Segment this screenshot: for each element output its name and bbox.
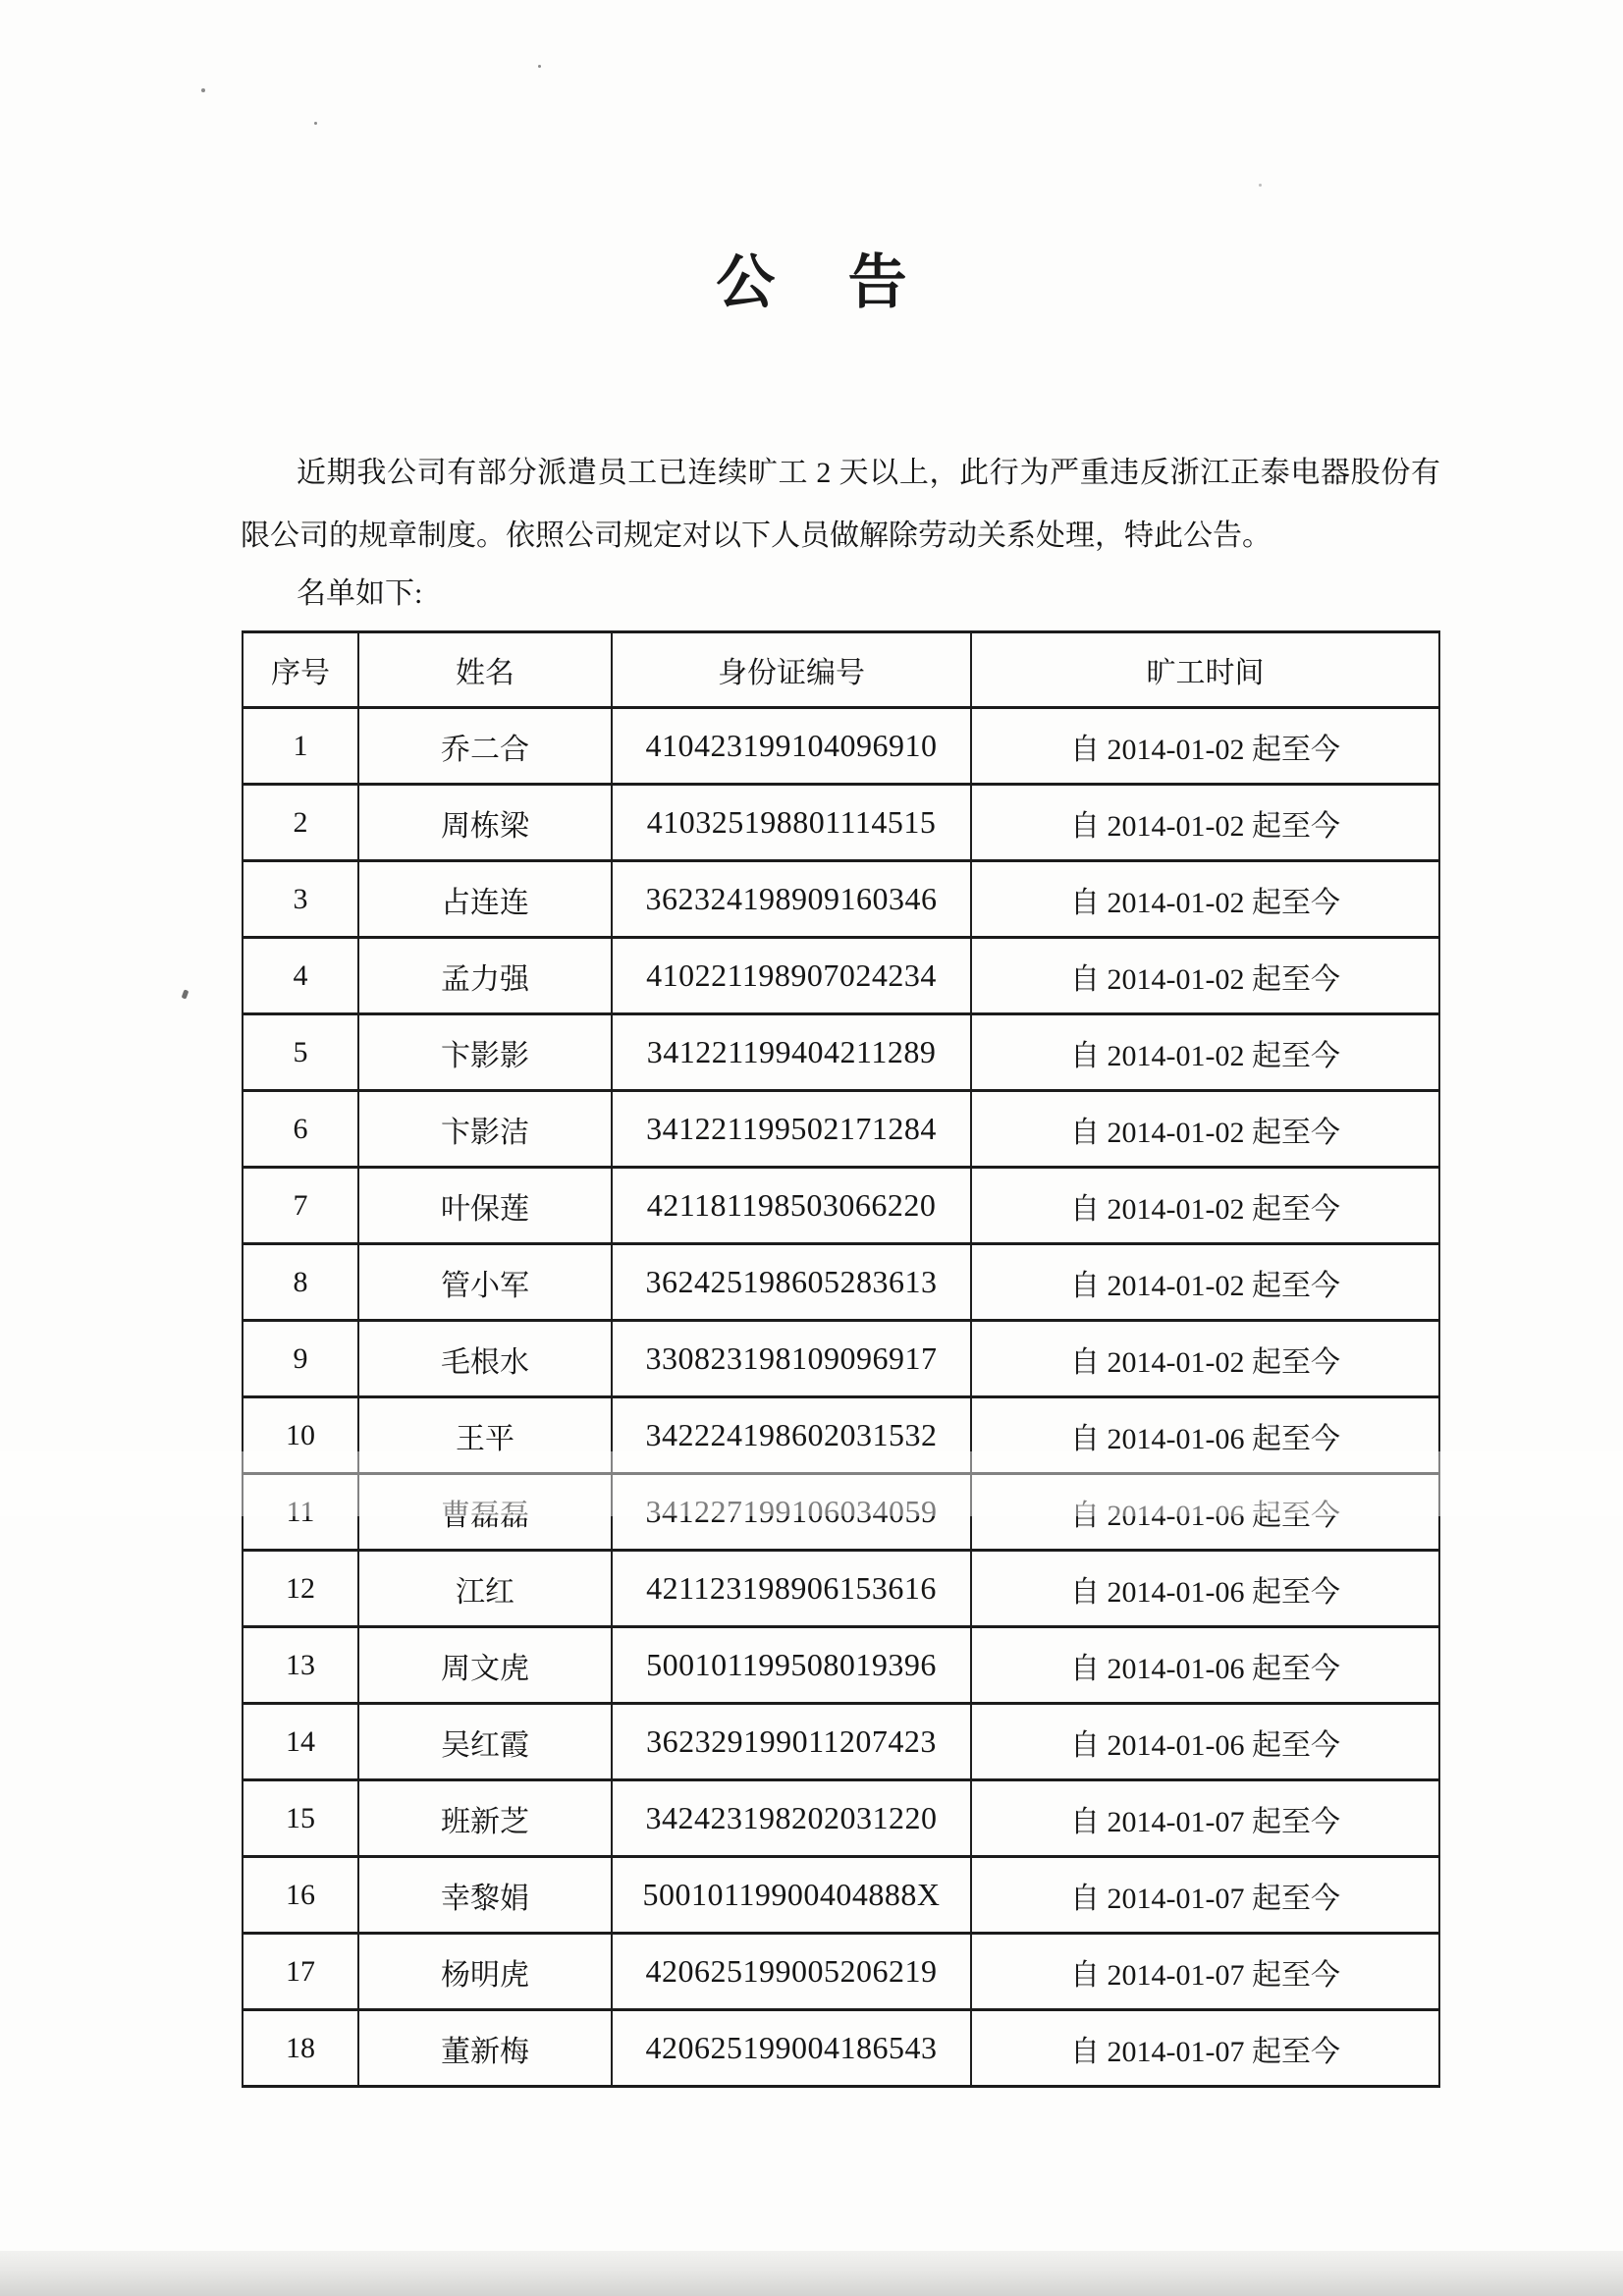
cell-absence-period: 自 2014-01-07 起至今 <box>971 1857 1439 1934</box>
cell-id-number: 410221198907024234 <box>612 938 971 1014</box>
cell-name: 江红 <box>358 1551 612 1627</box>
table-row <box>243 1780 1439 1857</box>
cell-absence-period: 自 2014-01-02 起至今 <box>971 1168 1439 1244</box>
cell-seq: 17 <box>243 1934 358 2010</box>
cell-absence-period: 自 2014-01-06 起至今 <box>971 1704 1439 1780</box>
cell-absence-period: 自 2014-01-02 起至今 <box>971 861 1439 938</box>
cell-name: 管小军 <box>358 1244 612 1321</box>
table-row <box>243 2010 1439 2087</box>
cell-id-number: 341221199404211289 <box>612 1014 971 1091</box>
cell-id-number: 421181198503066220 <box>612 1168 971 1244</box>
cell-id-number: 362324198909160346 <box>612 861 971 938</box>
cell-absence-period: 自 2014-01-06 起至今 <box>971 1474 1439 1551</box>
cell-id-number: 342423198202031220 <box>612 1780 971 1857</box>
cell-seq: 15 <box>243 1780 358 1857</box>
table-row <box>243 1474 1439 1551</box>
cell-absence-period: 自 2014-01-06 起至今 <box>971 1397 1439 1474</box>
cell-name: 卞影洁 <box>358 1091 612 1168</box>
cell-absence-period: 自 2014-01-02 起至今 <box>971 1244 1439 1321</box>
cell-id-number: 421123198906153616 <box>612 1551 971 1627</box>
cell-seq: 7 <box>243 1168 358 1244</box>
table-row <box>243 1168 1439 1244</box>
cell-id-number: 330823198109096917 <box>612 1321 971 1397</box>
cell-seq: 14 <box>243 1704 358 1780</box>
cell-id-number: 362329199011207423 <box>612 1704 971 1780</box>
header-seq: 序号 <box>243 632 358 708</box>
cell-name: 周栋梁 <box>358 785 612 861</box>
scan-speck <box>538 65 541 68</box>
cell-name: 占连连 <box>358 861 612 938</box>
cell-seq: 9 <box>243 1321 358 1397</box>
header-id-number: 身份证编号 <box>612 632 971 708</box>
header-absence: 旷工时间 <box>971 632 1439 708</box>
scan-speck <box>314 122 317 125</box>
cell-id-number: 420625199005206219 <box>612 1934 971 2010</box>
cell-absence-period: 自 2014-01-02 起至今 <box>971 785 1439 861</box>
cell-seq: 8 <box>243 1244 358 1321</box>
cell-absence-period: 自 2014-01-06 起至今 <box>971 1551 1439 1627</box>
table-row <box>243 1627 1439 1704</box>
table-row <box>243 1551 1439 1627</box>
table-header-row <box>243 632 1439 708</box>
table-row <box>243 1397 1439 1474</box>
cell-seq: 16 <box>243 1857 358 1934</box>
scan-speck <box>182 989 189 999</box>
table-row <box>243 1321 1439 1397</box>
cell-seq: 13 <box>243 1627 358 1704</box>
cell-id-number: 50010119900404888X <box>612 1857 971 1934</box>
cell-absence-period: 自 2014-01-02 起至今 <box>971 938 1439 1014</box>
cell-name: 幸黎娟 <box>358 1857 612 1934</box>
cell-seq: 5 <box>243 1014 358 1091</box>
cell-absence-period: 自 2014-01-02 起至今 <box>971 1091 1439 1168</box>
table-row <box>243 1091 1439 1168</box>
cell-absence-period: 自 2014-01-06 起至今 <box>971 1627 1439 1704</box>
table-row <box>243 1704 1439 1780</box>
cell-absence-period: 自 2014-01-02 起至今 <box>971 708 1439 785</box>
cell-seq: 6 <box>243 1091 358 1168</box>
cell-absence-period: 自 2014-01-02 起至今 <box>971 1014 1439 1091</box>
table-row <box>243 861 1439 938</box>
announcement-paragraph: 近期我公司有部分派遣员工已连续旷工 2 天以上，此行为严重违反浙江正泰电器股份有限公司的规章制度。依照公司规定对以下人员做解除劳动关系处理，特此公告。 <box>241 457 1440 552</box>
scan-speck <box>201 88 205 92</box>
cell-name: 周文虎 <box>358 1627 612 1704</box>
cell-id-number: 500101199508019396 <box>612 1627 971 1704</box>
cell-name: 班新芝 <box>358 1780 612 1857</box>
cell-seq: 11 <box>243 1474 358 1551</box>
cell-name: 杨明虎 <box>358 1934 612 2010</box>
dismissal-table <box>242 630 1440 2088</box>
cell-absence-period: 自 2014-01-02 起至今 <box>971 1321 1439 1397</box>
cell-seq: 2 <box>243 785 358 861</box>
cell-name: 叶保莲 <box>358 1168 612 1244</box>
table-row <box>243 1014 1439 1091</box>
cell-name: 曹磊磊 <box>358 1474 612 1551</box>
cell-name: 毛根水 <box>358 1321 612 1397</box>
cell-seq: 3 <box>243 861 358 938</box>
cell-seq: 4 <box>243 938 358 1014</box>
cell-id-number: 410325198801114515 <box>612 785 971 861</box>
cell-name: 吴红霞 <box>358 1704 612 1780</box>
table-row <box>243 938 1439 1014</box>
header-name: 姓名 <box>358 632 612 708</box>
cell-name: 卞影影 <box>358 1014 612 1091</box>
cell-id-number: 342224198602031532 <box>612 1397 971 1474</box>
table-row <box>243 785 1439 861</box>
cell-absence-period: 自 2014-01-07 起至今 <box>971 1934 1439 2010</box>
cell-id-number: 341221199502171284 <box>612 1091 971 1168</box>
cell-seq: 18 <box>243 2010 358 2087</box>
cell-name: 董新梅 <box>358 2010 612 2087</box>
cell-name: 王平 <box>358 1397 612 1474</box>
cell-seq: 12 <box>243 1551 358 1627</box>
table-row <box>243 1244 1439 1321</box>
table-row <box>243 1934 1439 2010</box>
cell-id-number: 420625199004186543 <box>612 2010 971 2087</box>
cell-name: 乔二合 <box>358 708 612 785</box>
table-row <box>243 1857 1439 1934</box>
page-title: 公 告 <box>716 250 914 315</box>
cell-seq: 1 <box>243 708 358 785</box>
cell-name: 孟力强 <box>358 938 612 1014</box>
cell-absence-period: 自 2014-01-07 起至今 <box>971 1780 1439 1857</box>
scan-bottom-strip <box>0 2251 1623 2296</box>
cell-id-number: 410423199104096910 <box>612 708 971 785</box>
cell-id-number: 362425198605283613 <box>612 1244 971 1321</box>
cell-seq: 10 <box>243 1397 358 1474</box>
cell-absence-period: 自 2014-01-07 起至今 <box>971 2010 1439 2087</box>
table-row <box>243 708 1439 785</box>
scan-speck <box>1259 184 1262 187</box>
dismissal-table-body <box>243 708 1439 2087</box>
cell-id-number: 341227199106034059 <box>612 1474 971 1551</box>
list-intro-label: 名单如下: <box>297 577 423 610</box>
